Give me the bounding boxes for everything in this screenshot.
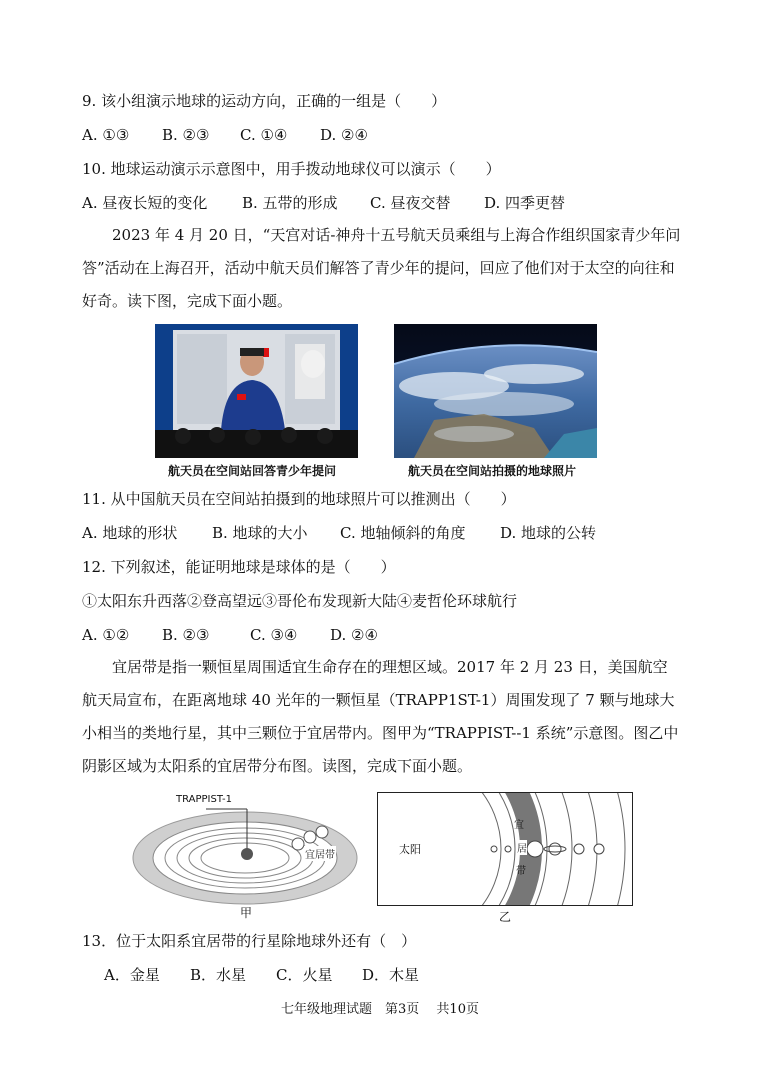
question-9-stem: 9. 该小组演示地球的运动方向，正确的一组是（ ）	[82, 92, 447, 110]
habitable-zone-char-3: 带	[516, 866, 526, 877]
question-11-option-b: B. 地球的大小	[212, 524, 308, 542]
question-10-option-c: C. 昼夜交替	[370, 194, 451, 212]
question-11-stem: 11. 从中国航天员在空间站拍摄到的地球照片可以推测出（ ）	[82, 490, 516, 508]
question-10-option-d: D. 四季更替	[484, 194, 566, 212]
astronaut-photo-caption: 航天员在空间站回答青少年提问	[168, 464, 337, 478]
question-10-option-b: B. 五带的形成	[242, 194, 338, 212]
question-12-statements: ①太阳东升西落②登高望远③哥伦布发现新大陆④麦哲伦环球航行	[82, 592, 518, 610]
question-11-option-d: D. 地球的公转	[500, 524, 597, 542]
question-12-option-c: C. ③④	[250, 626, 298, 644]
astronaut-photo	[155, 324, 358, 458]
sun-label: 太阳	[399, 843, 421, 856]
question-12-option-b: B. ②③	[162, 626, 210, 644]
page-footer: 七年级地理试题 第3页 共10页	[281, 1002, 479, 1017]
question-9-option-d: D. ②④	[320, 126, 368, 144]
question-12-options	[82, 625, 378, 645]
question-11-options	[82, 523, 596, 543]
figure-jia-caption: 甲	[240, 906, 253, 920]
question-9-option-c: C. ①④	[240, 126, 288, 144]
earth-photo-caption: 航天员在空间站拍摄的地球照片	[408, 464, 577, 478]
passage-habitable-zone: 宜居带是指一颗恒星周围适宜生命存在的理想区域。2017 年 2 月 23 日，美国航空航天局宣布，在距离地球 40 光年的一颗恒星（TRAPP1ST-1）周围发现了 7 颗与地球大小相当的类地行星，其中三颗位于宜居带内。图甲为“TRAPPIST--1 系统”示意图。图乙中阴影区域为太阳系的宜居带分布图。读图，完成下面小题。	[82, 658, 679, 775]
question-10-option-a: A. 昼夜长短的变化	[82, 194, 208, 212]
question-9-option-a: A. ①③	[82, 126, 130, 144]
question-11-option-c: C. 地轴倾斜的角度	[340, 524, 466, 542]
question-9-options	[82, 125, 368, 145]
question-13-option-b: B．水星	[190, 966, 247, 984]
question-11-option-a: A. 地球的形状	[82, 524, 178, 542]
question-10-stem: 10. 地球运动演示示意图中，用手拨动地球仪可以演示（ ）	[82, 160, 501, 178]
question-12-option-d: D. ②④	[330, 626, 378, 644]
habitable-zone-char-1: 宜	[514, 820, 524, 831]
question-12-option-a: A. ①②	[82, 626, 130, 644]
figure-yi	[377, 792, 633, 924]
question-12-stem: 12. 下列叙述，能证明地球是球体的是（ ）	[82, 558, 396, 576]
figure-yi-caption: 乙	[499, 910, 512, 924]
passage-space-dialogue: 2023 年 4 月 20 日，“天宫对话-神舟十五号航天员乘组与上海合作组织国家青少年问答”活动在上海召开，活动中航天员们解答了青少年的提问，回应了他们对于太空的向往和好奇。读下图，完成下面小题。	[82, 226, 681, 310]
question-13-options	[104, 965, 419, 985]
habitable-zone-char-2: 居	[517, 840, 527, 855]
question-13-stem: 13．位于太阳系宜居带的行星除地球外还有（ ）	[82, 932, 417, 950]
question-13-option-a: A．金星	[104, 966, 160, 984]
question-13-option-c: C．火星	[276, 966, 333, 984]
earth-photo	[394, 324, 597, 458]
trappist-star-label: TRAPPIST-1	[176, 794, 233, 805]
figure-jia	[130, 792, 360, 922]
question-13-option-d: D．木星	[362, 966, 420, 984]
question-9-option-b: B. ②③	[162, 126, 210, 144]
habitable-zone-label-jia: 宜居带	[304, 846, 336, 861]
question-10-options	[82, 193, 565, 213]
